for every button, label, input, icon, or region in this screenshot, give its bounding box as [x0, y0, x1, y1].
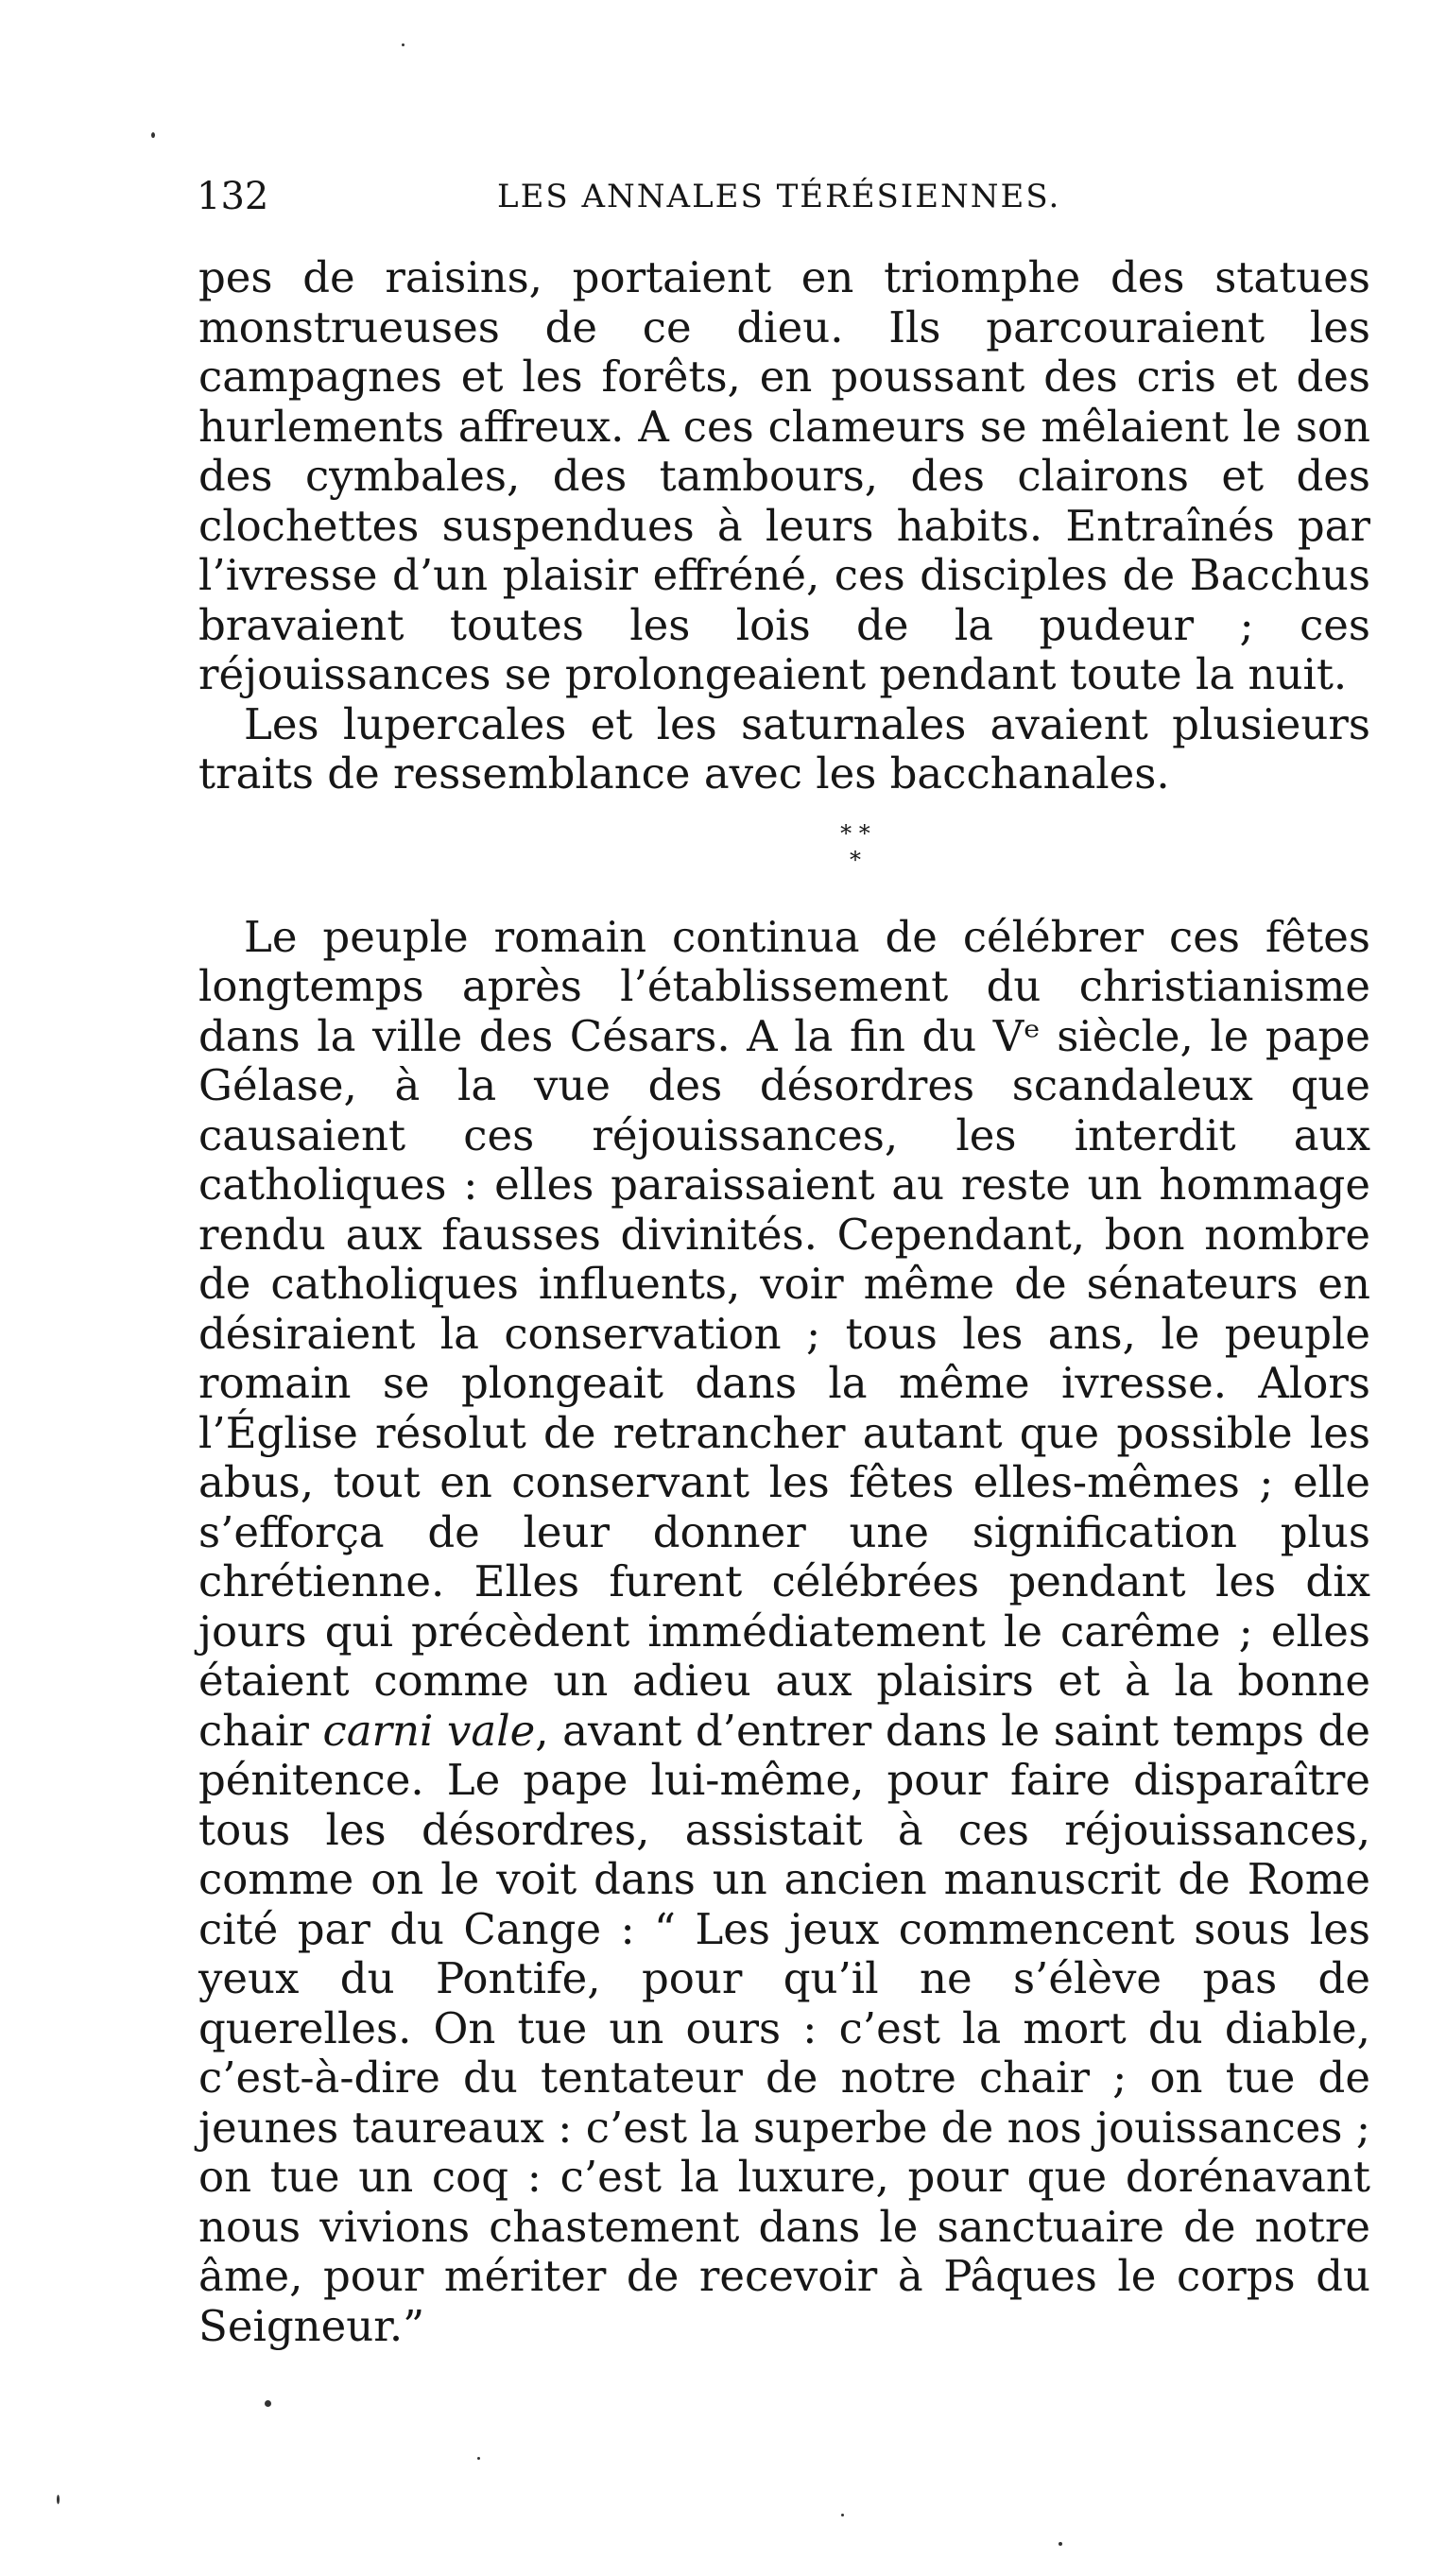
paragraph-lupercales: Les lupercales et les saturnales avaient plusieurs traits de ressemblance avec les bacchanales. — [198, 698, 1370, 799]
running-title: LES ANNALES TÉRÉSIENNES. — [497, 178, 1061, 215]
paragraph-text-part-2: , avant d’entrer dans le saint temps de pénitence. Le pape lui-même, pour faire disparaître tous les désordres, assistait à ces réjouissances, comme on le voit dans un ancien manuscrit de Rome cité par du Cange : “ Les jeux commencent sous les yeux du Pontife, pour qu’il ne s’élève pas de querelles. On tue un ours : c’est la mort du diable, c’est-à-dire du tentateur de notre chair ; on tue de jeunes taureaux : c’est la superbe de nos jouissances ; on tue un coq : c’est la luxure, pour que dorénavant nous vivions chastement dans le sanctuaire de notre âme, pour mériter de recevoir à Pâques le corps du Seigneur.” — [198, 1705, 1370, 2351]
paragraph-continued: pes de raisins, portaient en triomphe des statues monstrueuses de ce dieu. Ils parcouraient les campagnes et les forêts, en poussant des cris et des hurlements affreux. A ces clameurs se mêlaient le son des cymbales, des tambours, des clairons et des clochettes suspendues à leurs habits. Entraînés par l’ivresse d’un plaisir effréné, ces disciples de Bacchus bravaient toutes les lois de la pudeur ; ces réjouissances se prolongeaient pendant toute la nuit. — [198, 252, 1370, 699]
scan-speck — [151, 132, 155, 138]
asterism-top: * * — [840, 819, 870, 847]
body-text — [198, 253, 1370, 2351]
scan-speck — [477, 2457, 480, 2460]
italic-phrase-carni-vale: carni vale — [322, 1705, 536, 1756]
page-header — [197, 168, 1373, 225]
page-number: 132 — [197, 175, 269, 218]
scan-speck — [265, 2400, 271, 2407]
scan-speck — [57, 2495, 60, 2504]
scan-speck — [402, 43, 405, 46]
paragraph-text-part-1: Le peuple romain continua de célébrer ces fêtes longtemps après l’établissement du christianisme dans la ville des Césars. A la fin du Vᵉ siècle, le pape Gélase, à la vue des désordres scandaleux que causaient ces réjouissances, les interdit aux catholiques : elles paraissaient au reste un hommage rendu aux fausses divinités. Cependant, bon nombre de catholiques influents, voir même de sénateurs en désiraient la conservation ; tous les ans, le peuple romain se plongeait dans la même ivresse. Alors l’Église résolut de retrancher autant que possible les abus, tout en conservant les fêtes elles-mêmes ; elle s’efforça de leur donner une signification plus chrétienne. Elles furent célébrées pendant les dix jours qui précèdent immédiatement le carême ; elles étaient comme un adieu aux plaisirs et à la bonne chair — [198, 911, 1370, 1756]
asterism-bottom: * — [850, 846, 861, 873]
paragraph-carnival-history — [198, 913, 1370, 2352]
section-break-asterism — [198, 799, 1370, 913]
scan-speck — [841, 2514, 844, 2516]
scan-speck — [1059, 2542, 1062, 2546]
